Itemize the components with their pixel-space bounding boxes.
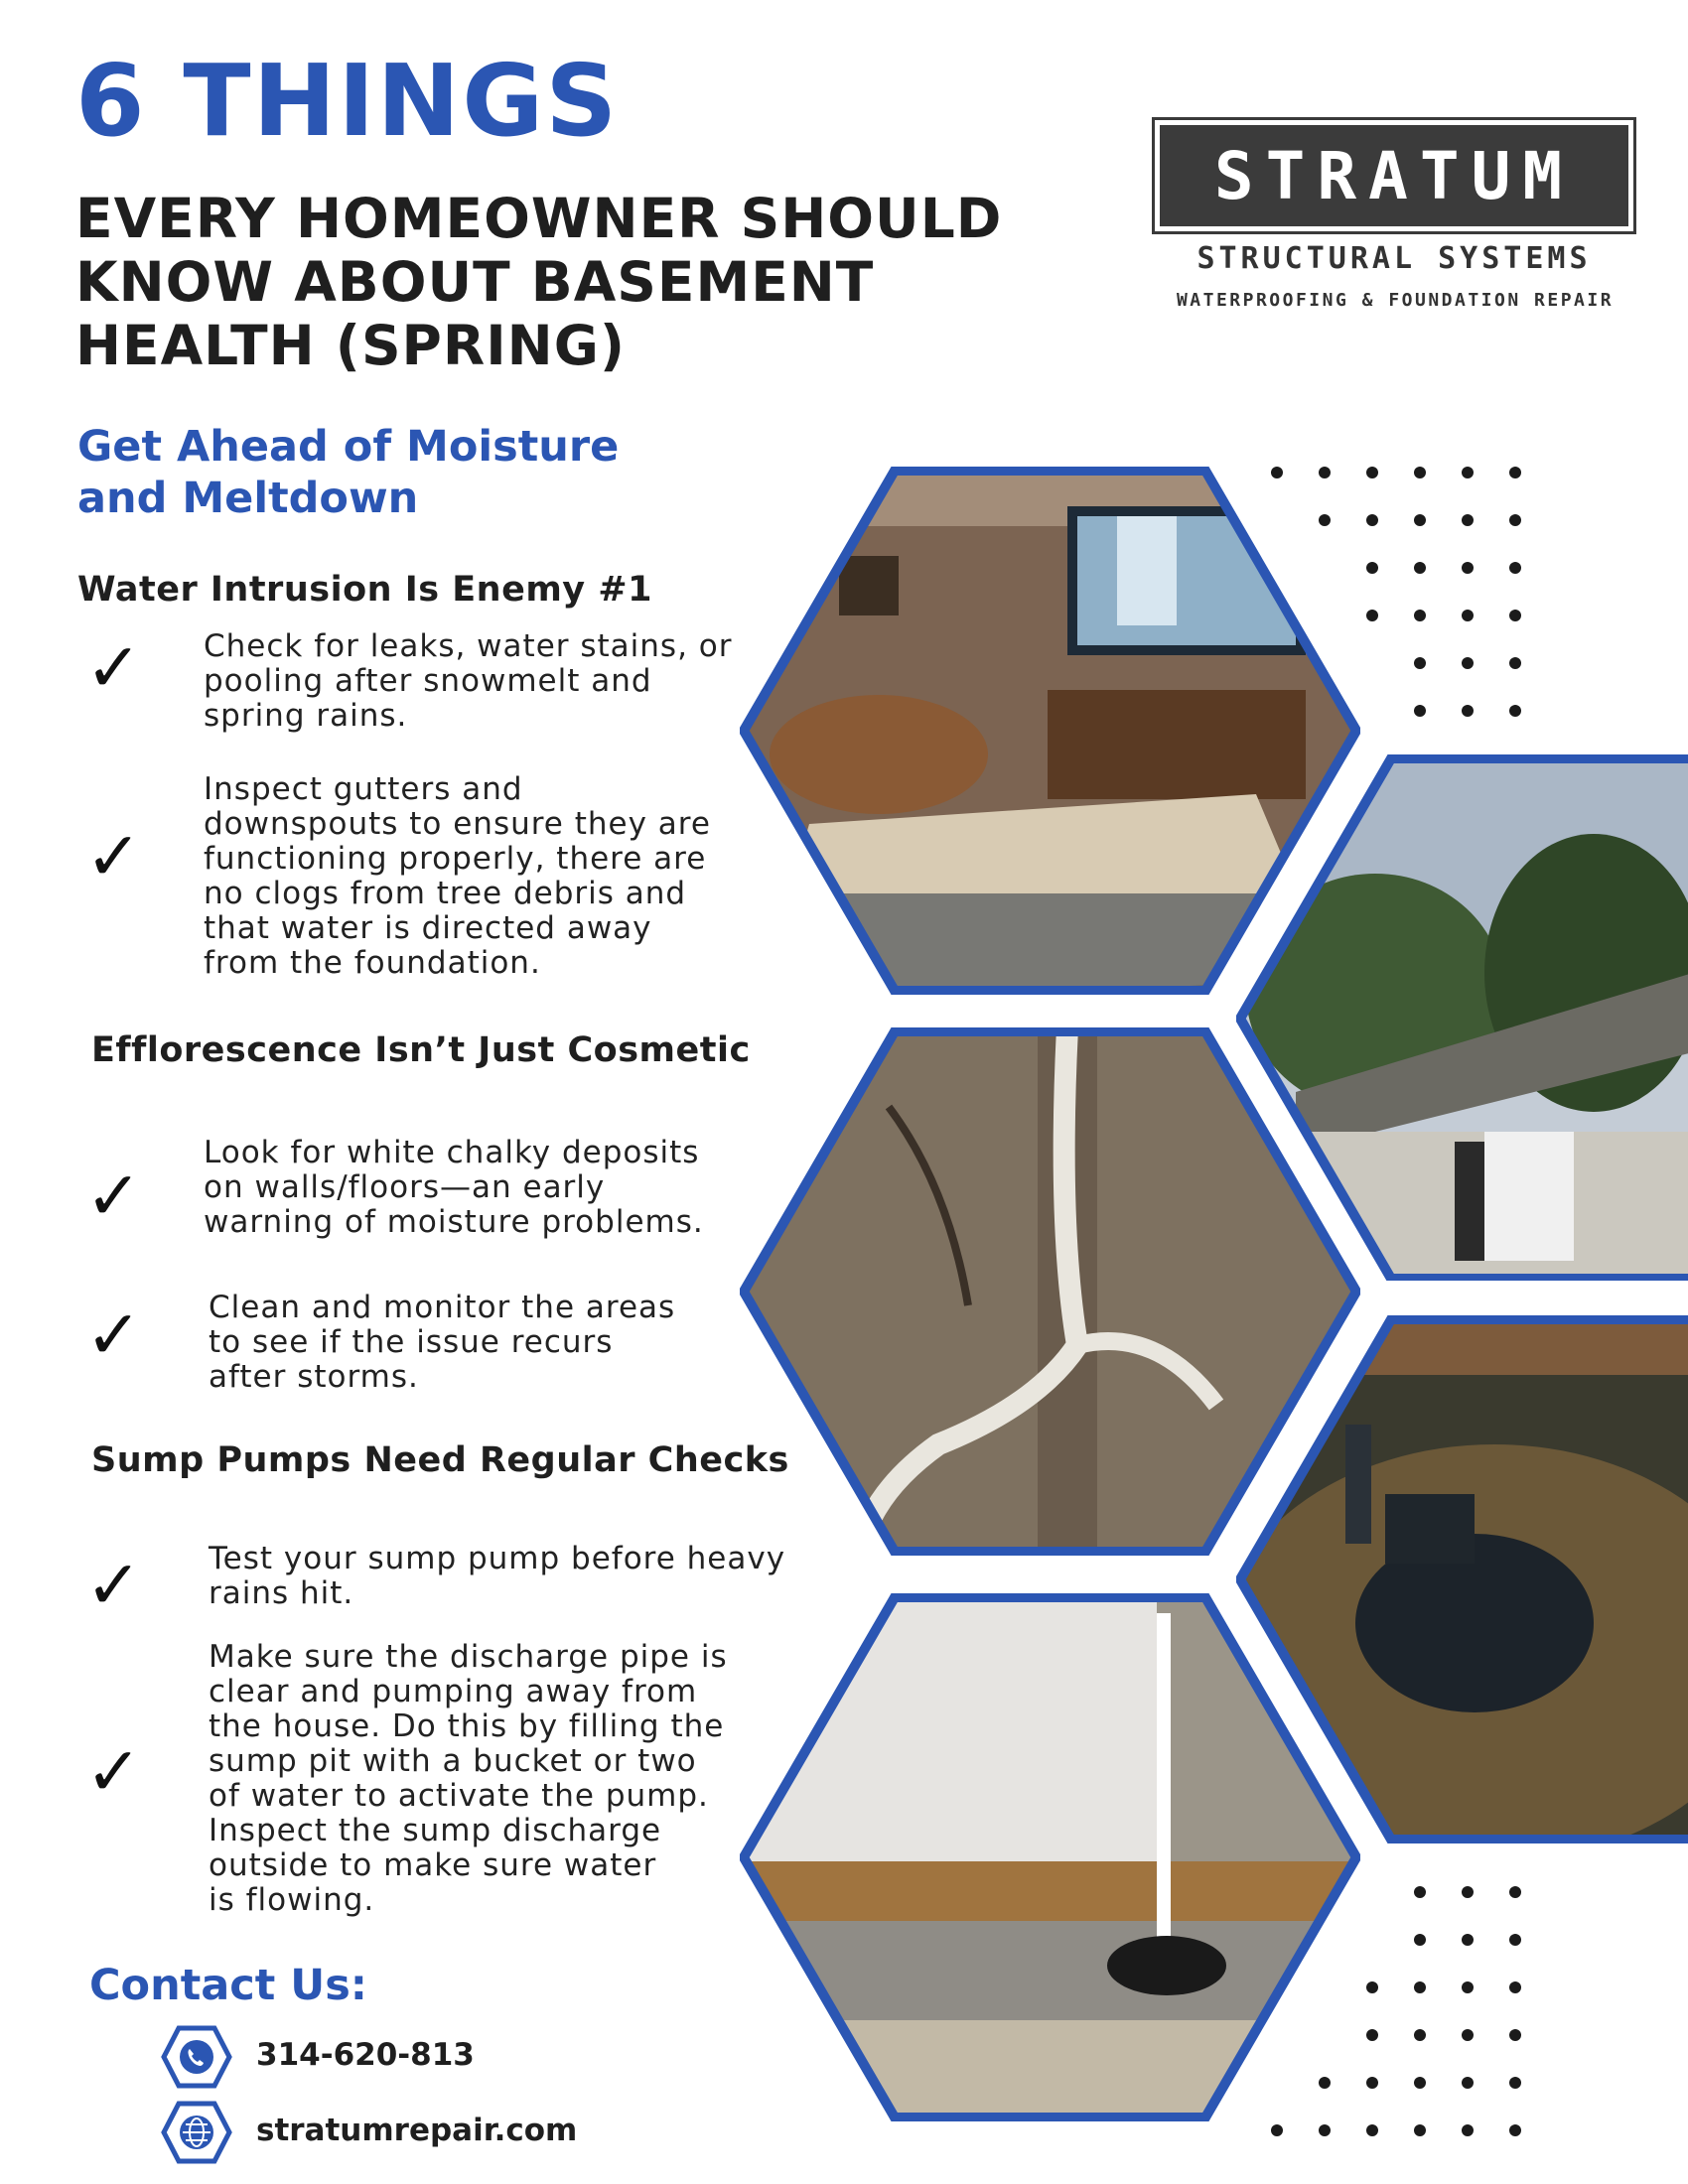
- item-line: of water to activate the pump.: [209, 1778, 709, 1814]
- check-icon: ✓: [85, 1733, 142, 1812]
- item-line: downspouts to ensure they are: [204, 806, 711, 842]
- item-line: Inspect the sump discharge: [209, 1813, 662, 1848]
- item-line: sump pit with a bucket or two: [209, 1743, 697, 1779]
- item-line: Clean and monitor the areas: [209, 1290, 676, 1325]
- item-line: warning of moisture problems.: [204, 1204, 704, 1240]
- item-line: outside to make sure water: [209, 1847, 657, 1883]
- item-line: from the foundation.: [204, 945, 541, 981]
- check-icon: ✓: [85, 629, 142, 708]
- headline: 6 THINGS: [75, 43, 620, 159]
- item-line: that water is directed away: [204, 910, 652, 946]
- contact-heading: Contact Us:: [89, 1961, 368, 2010]
- checklist-item: [204, 772, 711, 981]
- item-line: Check for leaks, water stains, or: [204, 628, 733, 664]
- logo-wordmark: STRATUM: [1160, 125, 1628, 226]
- section-heading: [77, 421, 619, 524]
- checklist-item: [209, 1640, 728, 1918]
- item-line: Inspect gutters and: [204, 771, 523, 807]
- sump-pit-photo: [740, 1593, 1360, 2121]
- item-line: Look for white chalky deposits: [204, 1135, 700, 1170]
- check-icon: ✓: [85, 818, 142, 896]
- logo-subtitle: STRUCTURAL SYSTEMS: [1196, 241, 1592, 276]
- website-link[interactable]: stratumrepair.com: [256, 2113, 578, 2148]
- phone-icon: [161, 2025, 232, 2089]
- item-line: after storms.: [209, 1359, 419, 1395]
- item-line: the house. Do this by filling the: [209, 1708, 725, 1744]
- item-line: on walls/floors—an early: [204, 1169, 606, 1205]
- checklist-item: [204, 1136, 704, 1240]
- topic-title: Efflorescence Isn’t Just Cosmetic: [91, 1030, 751, 1070]
- topic-title: Water Intrusion Is Enemy #1: [77, 570, 652, 610]
- item-line: rains hit.: [209, 1575, 354, 1611]
- item-line: clear and pumping away from: [209, 1674, 698, 1709]
- subhead-line: KNOW ABOUT BASEMENT: [75, 250, 875, 314]
- item-line: spring rains.: [204, 698, 408, 734]
- section-heading-line: and Meltdown: [77, 474, 419, 523]
- section-heading-line: Get Ahead of Moisture: [77, 422, 620, 472]
- check-icon: ✓: [85, 1547, 142, 1625]
- item-line: to see if the issue recurs: [209, 1324, 614, 1360]
- checklist-item: [204, 629, 733, 734]
- phone-link[interactable]: 314-620-813: [256, 2037, 475, 2073]
- item-line: is flowing.: [209, 1882, 375, 1918]
- checklist-item: [209, 1542, 785, 1611]
- subhead-line: EVERY HOMEOWNER SHOULD: [75, 187, 1003, 250]
- subheadline: [75, 187, 1002, 377]
- item-line: Test your sump pump before heavy: [209, 1541, 786, 1576]
- topic-title: Sump Pumps Need Regular Checks: [91, 1440, 789, 1480]
- globe-icon: [161, 2101, 232, 2164]
- subhead-line: HEALTH (SPRING): [75, 314, 626, 377]
- item-line: Make sure the discharge pipe is: [209, 1639, 728, 1675]
- logo-tagline: WATERPROOFING & FOUNDATION REPAIR: [1176, 290, 1615, 311]
- item-line: no clogs from tree debris and: [204, 876, 687, 911]
- company-logo: [1152, 117, 1636, 234]
- item-line: pooling after snowmelt and: [204, 663, 652, 699]
- check-icon: ✓: [85, 1297, 142, 1375]
- item-line: functioning properly, there are: [204, 841, 707, 877]
- checklist-item: [209, 1291, 675, 1395]
- check-icon: ✓: [85, 1158, 142, 1236]
